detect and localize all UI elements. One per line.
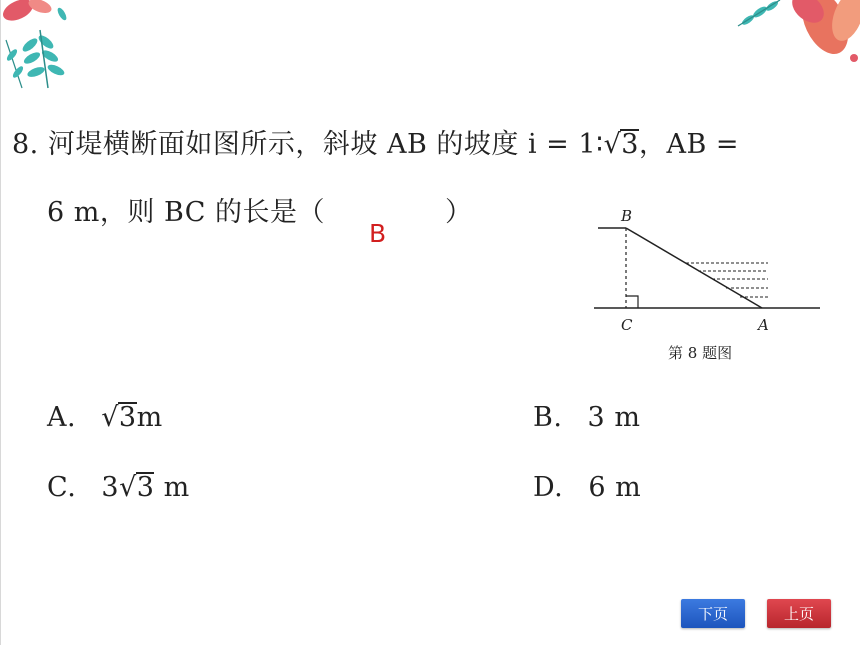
option-c-coef: 3 [101,472,120,503]
option-b-unit: m [614,402,641,433]
water-lines [686,263,768,297]
radicand: 3 [621,129,639,160]
question-line-1 [12,122,739,161]
radical-sign-icon: √ [603,129,622,160]
option-c[interactable] [47,472,190,503]
question-close-paren: ） [445,197,473,228]
option-d-letter: D. [533,472,564,503]
leaf-decoration-top-left [0,0,95,95]
leaf-decoration-top-right [730,0,860,80]
label-a: A [758,316,769,334]
radical-sign-icon: √ [119,472,137,503]
option-b-letter: B. [533,402,563,433]
question-text-1: 河堤横断面如图所示，斜坡 AB 的坡度 i = 1∶ [47,129,604,160]
option-b[interactable] [533,402,640,433]
question-number: 8. [12,129,39,160]
sqrt-expression [604,129,639,158]
figure-caption: 第 8 题图 [668,344,733,362]
slope-ab-line [626,228,762,308]
label-b: B [621,207,633,225]
slide-border [0,0,1,645]
question-text-1-tail: ，AB = [638,129,740,160]
option-a-sqrt [101,402,136,431]
right-angle-mark [626,296,638,308]
option-c-letter: C. [47,472,77,503]
option-a-letter: A. [47,402,77,433]
previous-page-button[interactable]: 上页 [767,599,831,628]
embankment-figure [590,200,830,370]
option-d-value: 6 [588,472,607,503]
option-d[interactable] [533,472,641,503]
label-c: C [621,316,633,334]
option-c-sqrt [119,472,154,501]
radical-sign-icon: √ [101,402,119,433]
option-d-unit: m [615,472,642,503]
answer-letter: B [369,219,387,248]
option-a-radicand: 3 [118,402,137,433]
option-a-unit: m [136,402,163,433]
question-line-2 [47,190,473,248]
option-b-value: 3 [587,402,606,433]
option-c-unit: m [163,472,190,503]
option-a[interactable] [47,402,163,433]
next-page-button[interactable]: 下页 [681,599,745,628]
question-text-2: 6 m，则 BC 的长是（ [47,197,326,228]
option-c-radicand: 3 [136,472,155,503]
